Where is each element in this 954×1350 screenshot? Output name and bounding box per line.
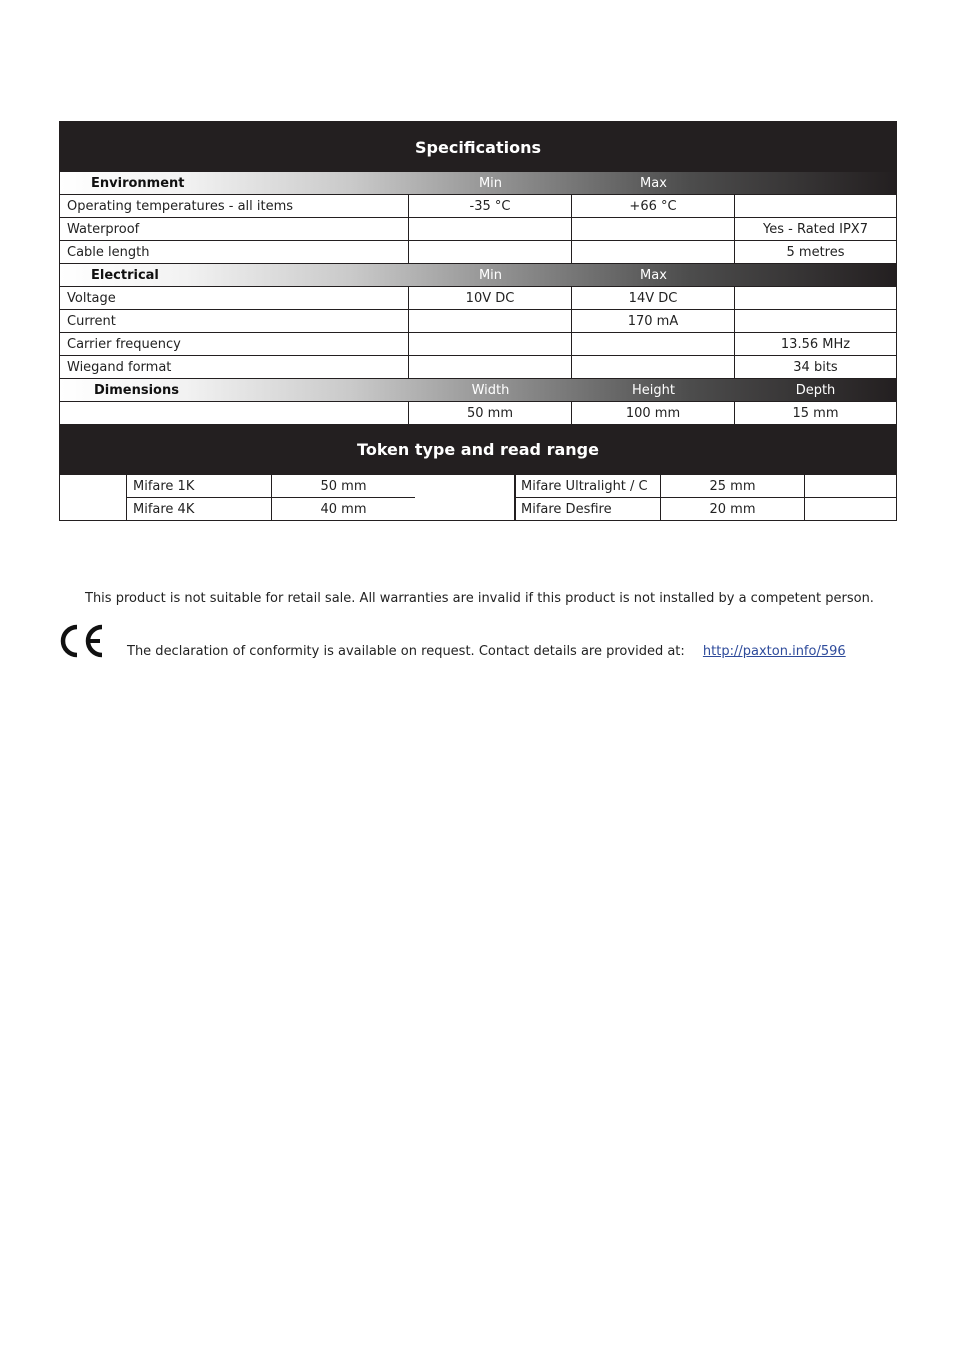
table-row xyxy=(60,240,896,263)
section-environment xyxy=(60,172,896,194)
retail-notice: This product is not suitable for retail sale. All warranties are invalid if this product is not installed by a competent person. xyxy=(85,591,874,606)
section-dimensions xyxy=(60,378,896,401)
table-row xyxy=(60,401,896,424)
column-header-max: Max xyxy=(640,267,667,283)
cell-extra xyxy=(735,195,896,217)
cell-max xyxy=(572,333,735,355)
token-range: 25 mm xyxy=(661,475,805,497)
table-row xyxy=(60,194,896,217)
cell-extra xyxy=(735,287,896,309)
cell-min xyxy=(409,310,572,332)
section-heading: Electrical xyxy=(91,267,159,283)
section-heading: Dimensions xyxy=(94,382,179,398)
cell-extra: 34 bits xyxy=(793,359,838,375)
row-label: Cable length xyxy=(60,241,409,263)
cell-extra: Yes - Rated IPX7 xyxy=(763,221,868,237)
row-label: Carrier frequency xyxy=(60,333,409,355)
table-row xyxy=(60,286,896,309)
row-label: Operating temperatures - all items xyxy=(60,195,409,217)
cell-max xyxy=(572,356,735,378)
cell-width: 50 mm xyxy=(409,402,572,424)
token-range: 20 mm xyxy=(661,498,805,520)
column-header-height: Height xyxy=(632,382,675,398)
cell-min: 10V DC xyxy=(409,287,572,309)
token-name: Mifare Ultralight / C xyxy=(516,475,661,497)
table-row xyxy=(60,355,896,378)
column-header-depth: Depth xyxy=(795,382,836,398)
cell-min xyxy=(409,241,572,263)
column-header-max: Max xyxy=(640,175,667,191)
cell-min xyxy=(409,218,572,240)
cell-depth: 15 mm xyxy=(792,405,839,421)
token-range: 40 mm xyxy=(272,498,416,520)
table-row xyxy=(60,309,896,332)
table-row xyxy=(60,332,896,355)
section-electrical xyxy=(60,263,896,286)
declaration-of-conformity xyxy=(127,644,846,659)
contact-link[interactable]: http://paxton.info/596 xyxy=(702,644,846,659)
token-name: Mifare Desfire xyxy=(516,498,661,520)
cell-extra: 5 metres xyxy=(786,244,845,260)
token-title: Token type and read range xyxy=(60,424,896,475)
cell-extra: 13.56 MHz xyxy=(780,336,851,352)
column-header-min: Min xyxy=(478,175,503,191)
row-label: Current xyxy=(60,310,409,332)
row-label: Wiegand format xyxy=(60,356,409,378)
row-label xyxy=(60,402,409,424)
token-name: Mifare 4K xyxy=(127,498,272,520)
section-heading: Environment xyxy=(91,175,185,191)
column-header-width: Width xyxy=(471,382,510,398)
token-name: Mifare 1K xyxy=(127,475,272,497)
cell-min xyxy=(409,356,572,378)
cell-min xyxy=(409,333,572,355)
row-label: Voltage xyxy=(60,287,409,309)
cell-max xyxy=(572,241,735,263)
cell-max: 14V DC xyxy=(572,287,735,309)
cell-min: -35 °C xyxy=(409,195,572,217)
row-label: Waterproof xyxy=(60,218,409,240)
declaration-text: The declaration of conformity is available on request. Contact details are provided at: xyxy=(127,644,685,659)
cell-height: 100 mm xyxy=(572,402,735,424)
column-header-min: Min xyxy=(478,267,503,283)
cell-max: +66 °C xyxy=(572,195,735,217)
ce-mark-icon xyxy=(58,623,106,659)
cell-max: 170 mA xyxy=(572,310,735,332)
cell-max xyxy=(572,218,735,240)
specifications-table xyxy=(59,121,897,521)
specifications-title: Specifications xyxy=(60,122,896,172)
token-table xyxy=(60,475,896,520)
token-range: 50 mm xyxy=(272,475,416,497)
cell-extra xyxy=(735,310,896,332)
table-row xyxy=(60,217,896,240)
